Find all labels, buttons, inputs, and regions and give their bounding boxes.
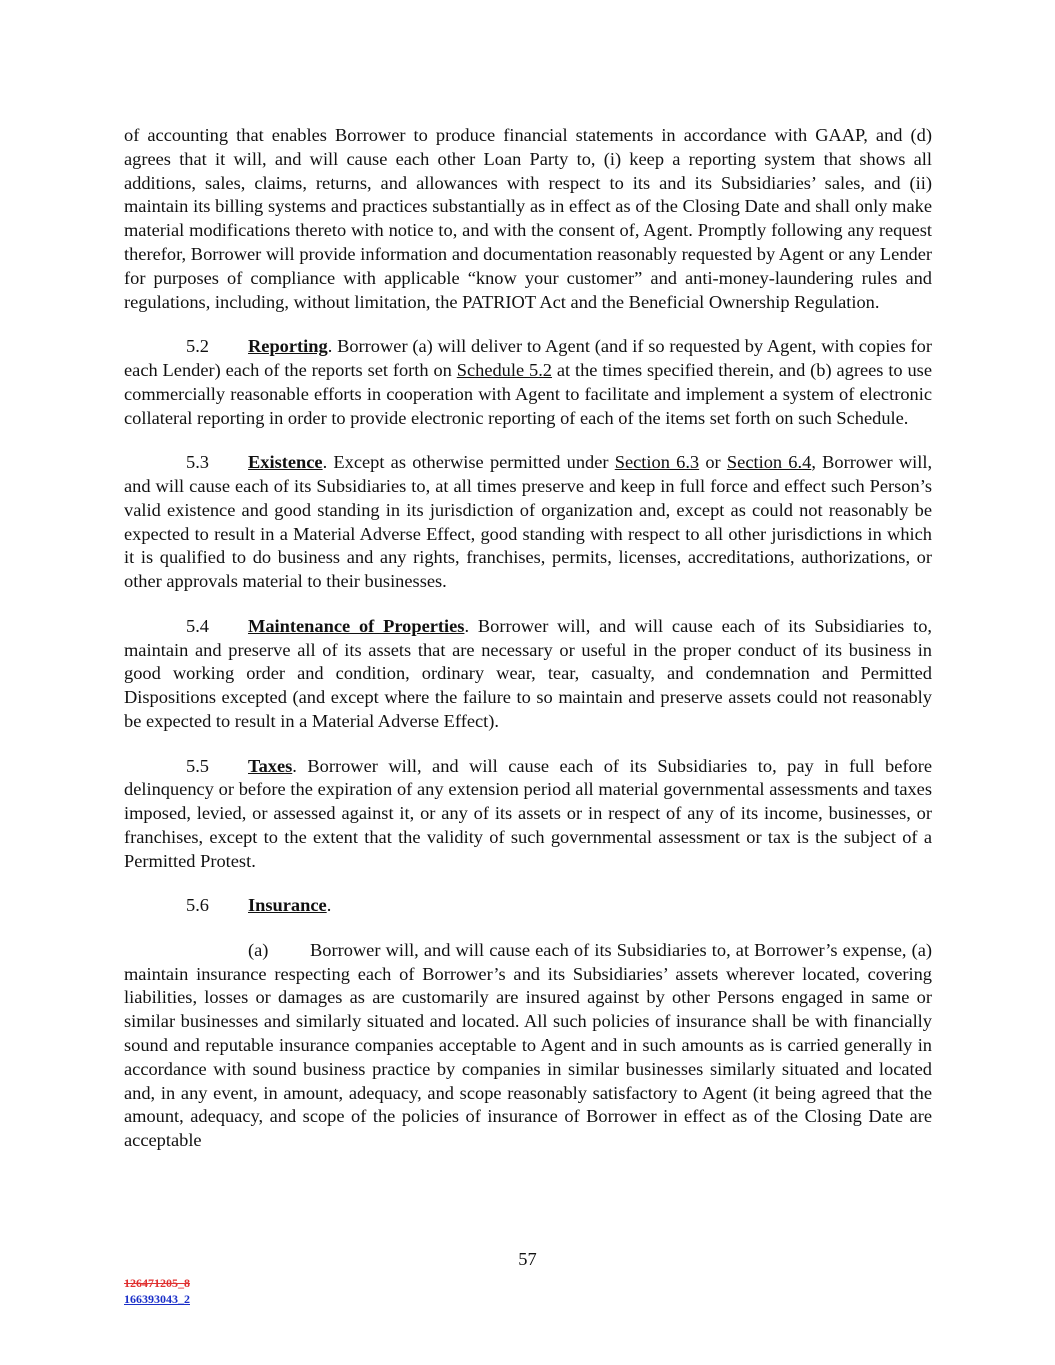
intro-paragraph	[124, 124, 932, 314]
section-text: . Except as otherwise permitted under	[322, 452, 615, 473]
section-text: .	[326, 895, 332, 916]
section-title: Reporting	[248, 336, 328, 357]
document-id-inserted: 166393043_2	[124, 1292, 190, 1306]
section-5-5	[124, 755, 932, 874]
section-5-6-a	[124, 939, 932, 1153]
intro-text: of accounting that enables Borrower to produce financial statements in accordance with GAAP, and (d) agrees that it will, and will cause each other Loan Party to, (i) keep a reporting system that shows all additions, sales, claims, returns, and allowances with respect to its and its Subsidiaries’ sales, and (ii) maintain its billing systems and practices substantially as in effect as of the Closing Date and shall only make material modifications thereto with notice to, and with the consent of, Agent. Promptly following any request therefor, Borrower will provide information and documentation reasonably requested by Agent or any Lender for purposes of compliance with applicable “know your customer” and anti-money-laundering rules and regulations, including, without limitation, the PATRIOT Act and the Beneficial Ownership Regulation.	[124, 125, 932, 312]
section-number: 5.6	[186, 895, 209, 916]
section-number: 5.2	[186, 336, 209, 357]
section-5-4	[124, 615, 932, 734]
section-reference-link[interactable]: Section 6.3	[614, 452, 700, 473]
section-number: 5.4	[186, 615, 209, 636]
section-text: . Borrower will, and will cause each of its Subsidiaries to, maintain and preserve all of its assets that are necessary or useful in the proper conduct of its business in good working order and condition, ordinary wear, tear, casualty, and condemnation and Permitted Dispositions excepted (and except where the failure to so maintain and preserve assets could not reasonably be expected to result in a Material Adverse Effect).	[124, 615, 932, 731]
section-title: Existence	[248, 452, 323, 473]
section-text: . Borrower (a) will deliver to Agent (and if so requested by Agent, with copies for each Lender) each of the reports set forth on	[124, 336, 932, 380]
section-number: 5.3	[186, 452, 209, 473]
section-title: Taxes	[248, 755, 293, 776]
section-text: , Borrower will, and will cause each of its Subsidiaries to, at all times preserve and keep in full force and effect such Person’s valid existence and good standing in its jurisdiction of organization and, except as could not reasonably be expected to result in a Material Adverse Effect, good standing with respect to all other jurisdictions in which it is qualified to do business and any rights, franchises, permits, licenses, accreditations, authorizations, or other approvals material to their businesses.	[124, 452, 933, 592]
section-5-2	[124, 335, 932, 430]
section-text: . Borrower will, and will cause each of its Subsidiaries to, pay in full before delinquency or before the expiration of any extension period all material governmental assessments and taxes imposed, levied, or assessed against it, or any of its assets or in respect of any of its income, businesses, or franchises, except to the extent that the validity of such governmental assessment or tax is the subject of a Permitted Protest.	[124, 755, 932, 871]
page-body	[124, 124, 932, 1174]
section-title: Maintenance of Properties	[248, 615, 465, 636]
subsection-label: (a)	[248, 939, 269, 960]
section-reference-link[interactable]: Section 6.4	[726, 452, 812, 473]
schedule-reference-link[interactable]: Schedule 5.2	[456, 359, 552, 380]
section-5-3	[124, 451, 932, 594]
section-title: Insurance	[248, 895, 327, 916]
page-number: 57	[518, 1249, 537, 1269]
section-text: at the times specified therein, and (b) agrees to use commercially reasonable efforts in cooperation with Agent to facilitate and implement a system of electronic collateral reporting in order to provide electronic reporting of each of the items set forth on such Schedule.	[124, 359, 932, 428]
document-id-deleted: 126471205_8	[124, 1276, 190, 1290]
section-number: 5.5	[186, 755, 209, 776]
section-text: or	[699, 452, 727, 473]
section-5-6	[124, 894, 932, 918]
subsection-text: Borrower will, and will cause each of its Subsidiaries to, at Borrower’s expense, (a) maintain insurance respecting each of Borrower’s and its Subsidiaries’ assets wherever located, covering liabilities, losses or damages as are customarily are insured against by other Persons engaged in same or similar businesses and similarly situated and located. All such policies of insurance shall be with financially sound and reputable insurance companies acceptable to Agent and in such amounts as is carried generally in accordance with sound business practice by companies in similar businesses similarly situated and located and, in any event, in amount, adequacy, and scope reasonably satisfactory to Agent (it being agreed that the amount, adequacy, and scope of the policies of insurance of Borrower in effect as of the Closing Date are acceptable	[124, 939, 932, 1151]
